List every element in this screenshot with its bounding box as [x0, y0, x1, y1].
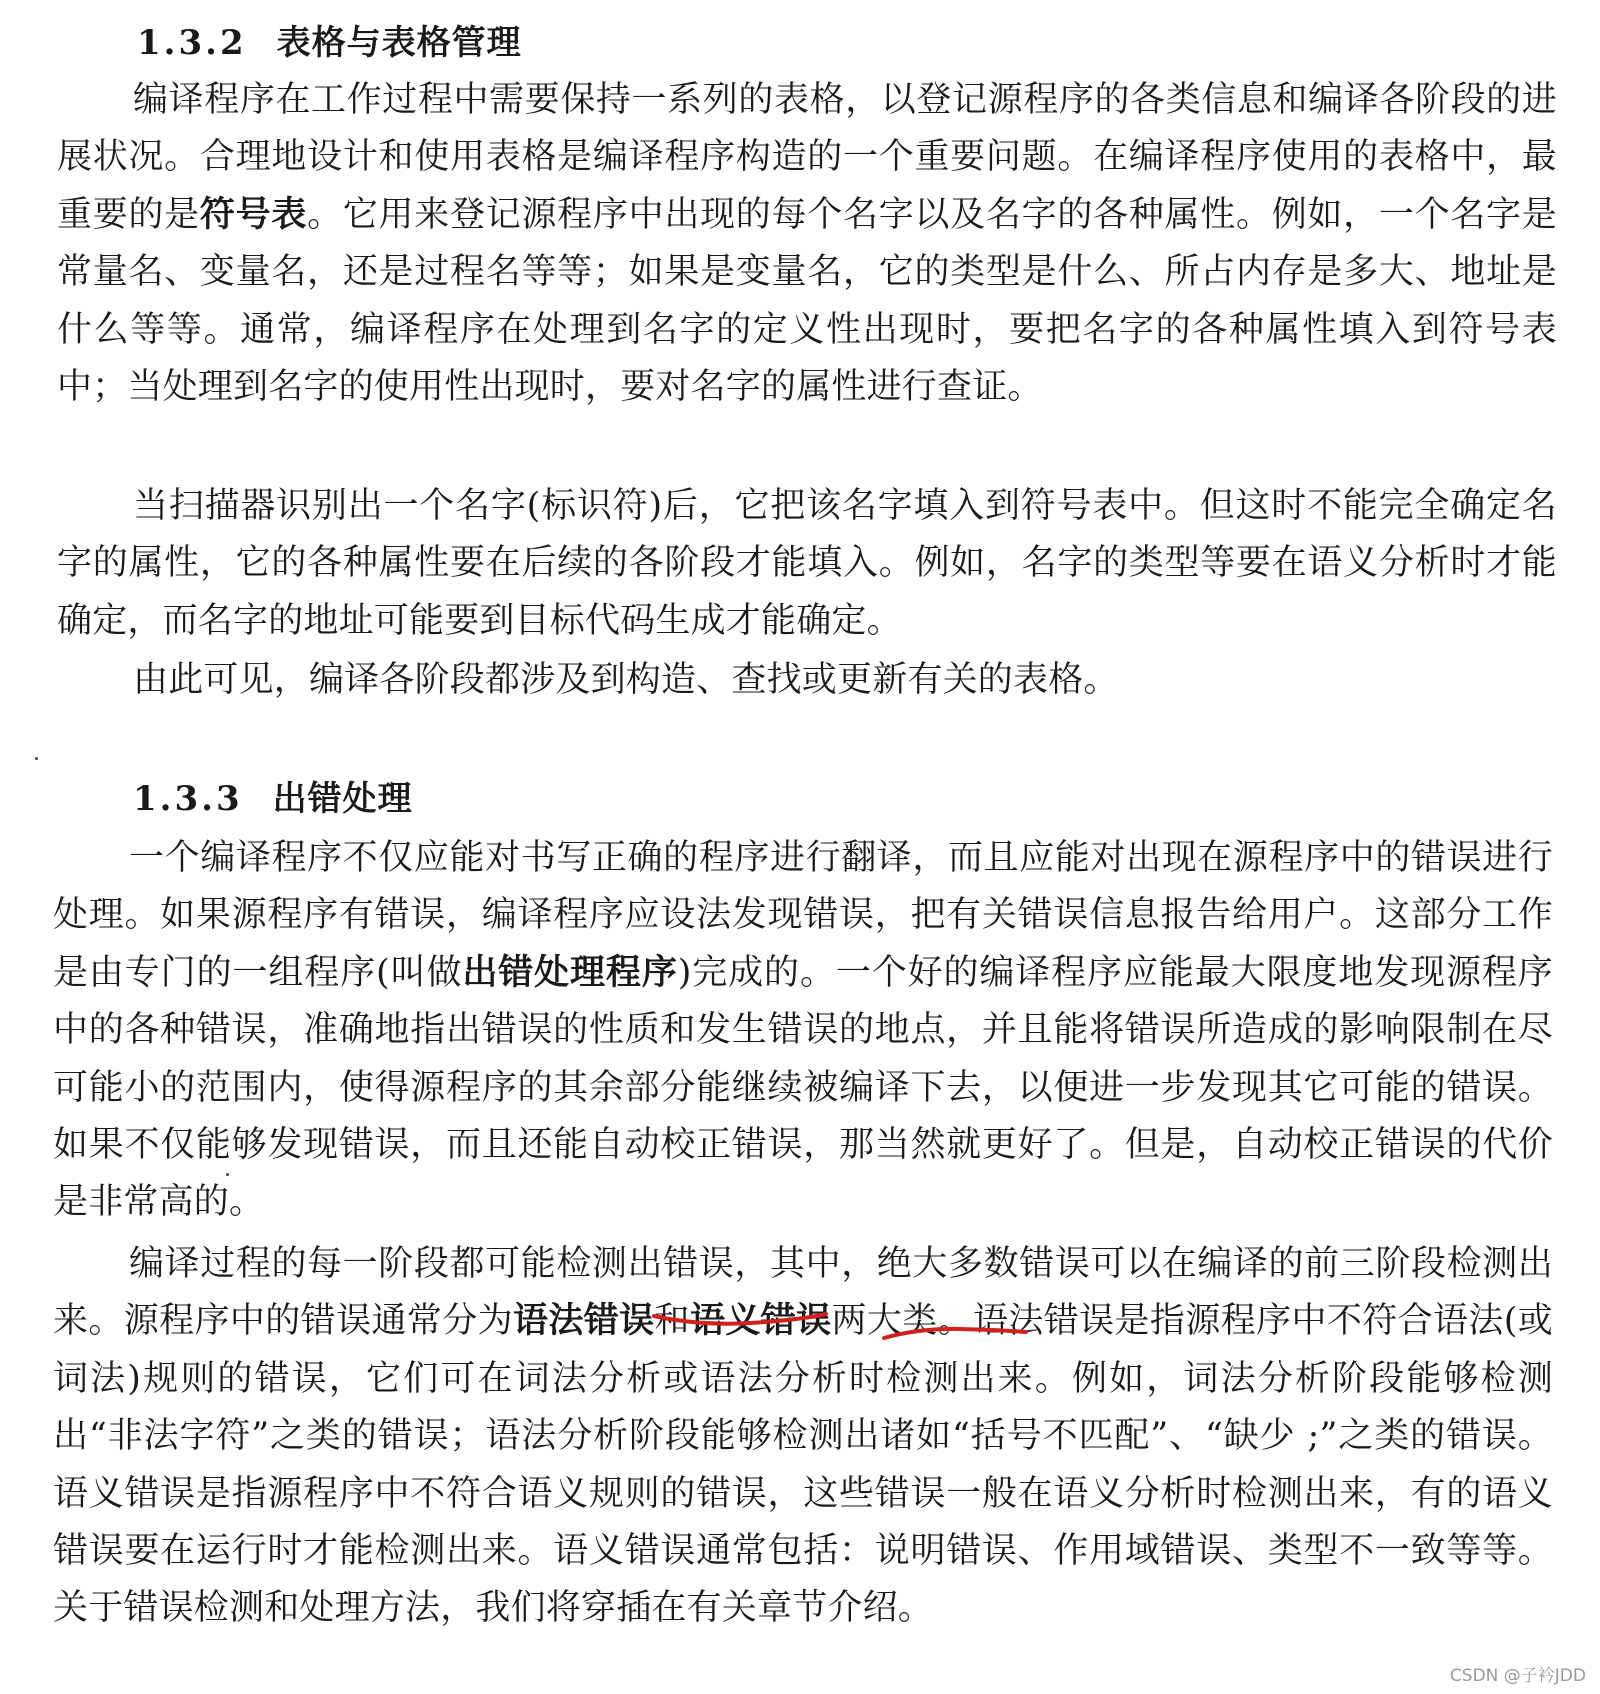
bold-term-error-handler: 出错处理程序	[462, 952, 678, 993]
text-run: 一个编译程序不仅应能对书写正确的程序进行翻译，而且应能对出现在源程序中的错误进行处理。如果源程序有错误，编译程序应设法发现错误，把有关错误信息报告给用户。这部分工作是由专门的一组程序(叫做	[53, 838, 1553, 993]
scan-speck	[35, 757, 38, 760]
text-run: 编译程序在工作过程中需要保持一系列的表格，以登记源程序的各类信息和编译各阶段的进展状况。合理地设计和使用表格是编译程序构造的一个重要问题。在编译程序使用的表格中，最重要的是	[57, 80, 1557, 235]
section-title: 出错处理	[272, 779, 413, 819]
text-run: 由此可见，编译各阶段都涉及到构造、查找或更新有关的表格。	[133, 660, 1119, 700]
section-number: 1.3.3	[133, 779, 243, 819]
watermark: CSDN @子衿JDD	[1449, 1666, 1586, 1686]
bold-term-semantic-error: 语义错误	[689, 1301, 832, 1342]
section-heading-1-3-2	[137, 23, 522, 63]
text-run: 和	[654, 1301, 690, 1342]
text-run: 两大类。语法错误是指源程序中不符合语法(或词法)规则的错误，它们可在词法分析或语法分析时检测出来。例如，词法分析阶段能够检测出“非法字符”之类的错误；语法分析阶段能够检测出诸如“括号不匹配”、“缺少 ;”之类的错误。语义错误是指源程序中不符合语义规则的错误，这些错误一般在语义分析时检测出来，有的语义错误要在运行时才能检测出来。语义错误通常包括：说明错误、作用域错误、类型不一致等等。关于错误检测和处理方法，我们将穿插在有关章节介绍。	[53, 1301, 1554, 1629]
bold-term-symbol-table: 符号表	[199, 194, 308, 235]
text-run: 编译过程的每一阶段都可能检测出错误，其中，绝大多数错误可以在编译的前三阶段检测出来。源程序中的错误通常分为	[53, 1244, 1553, 1342]
bold-term-syntax-error: 语法错误	[513, 1301, 655, 1342]
text-run: 当扫描器识别出一个名字(标识符)后，它把该名字填入到符号表中。但这时不能完全确定名字的属性，它的各种属性要在后续的各阶段才能填入。例如，名字的类型等要在语义分析时才能确定，而名字的地址可能要到目标代码生成才能确定。	[57, 486, 1557, 641]
paragraph-summary	[57, 652, 1557, 709]
section-heading-1-3-3	[133, 779, 413, 819]
paragraph-error-types	[53, 1236, 1553, 1638]
text-run: )完成的。一个好的编译程序应能最大限度地发现源程序中的各种错误，准确地指出错误的性质和发生错误的地点，并且能将错误所造成的影响限制在尽可能小的范围内，使得源程序的其余部分能继续被编译下去，以便进一步发现其它可能的错误。如果不仅能够发现错误，而且还能自动校正错误，那当然就更好了。但是，自动校正错误的代价是非常高的。	[53, 952, 1553, 1223]
section-number: 1.3.2	[137, 23, 247, 63]
scan-speck	[226, 1173, 229, 1176]
paragraph-symbol-table	[57, 72, 1557, 416]
paragraph-error-handling	[53, 830, 1553, 1232]
paragraph-scanner	[57, 478, 1557, 650]
section-title: 表格与表格管理	[276, 23, 522, 63]
text-run: 。它用来登记源程序中出现的每个名字以及名字的各种属性。例如，一个名字是常量名、变量名，还是过程名等等；如果是变量名，它的类型是什么、所占内存是多大、地址是什么等等。通常，编译程序在处理到名字的定义性出现时，要把名字的各种属性填入到符号表中；当处理到名字的使用性出现时，要对名字的属性进行查证。	[57, 194, 1557, 408]
